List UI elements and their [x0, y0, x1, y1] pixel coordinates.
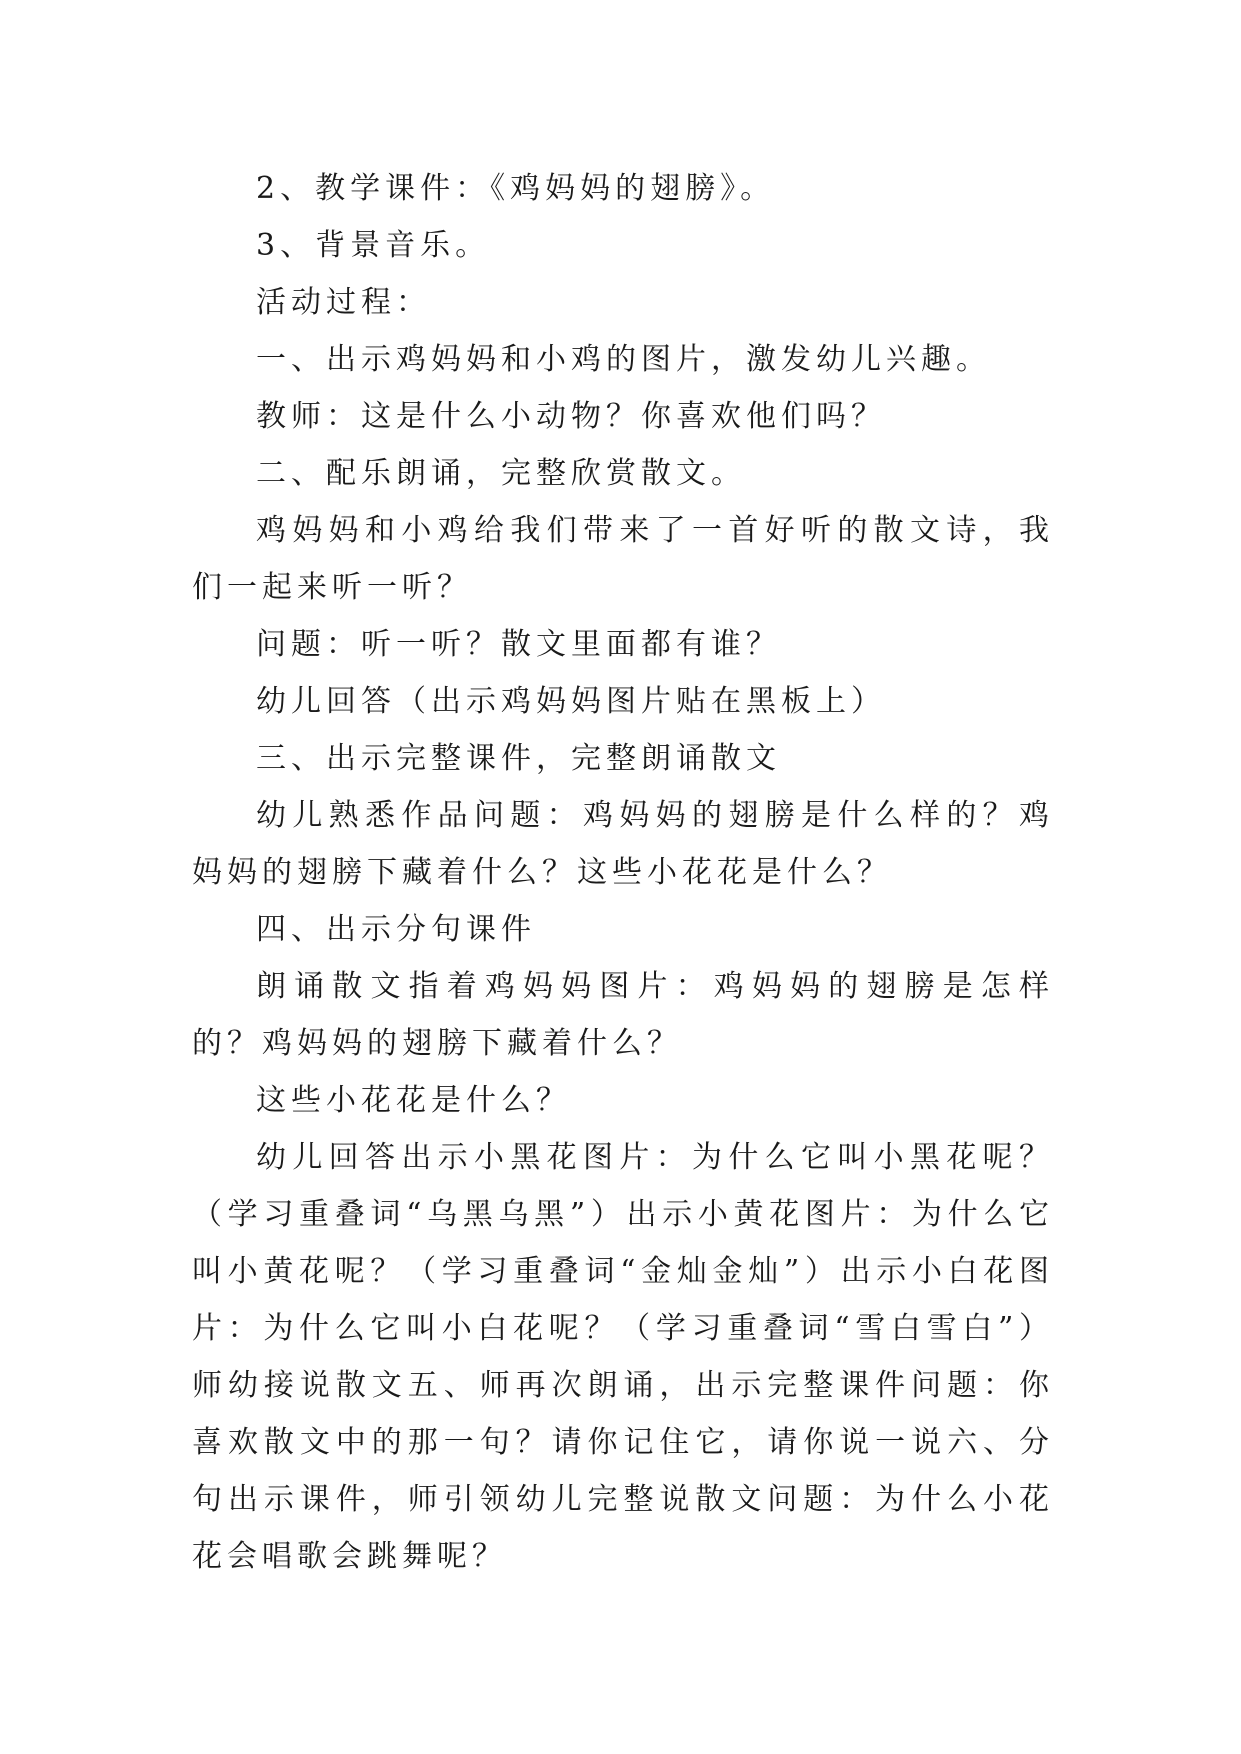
section-heading: 一、出示鸡妈妈和小鸡的图片，激发幼儿兴趣。 [256, 342, 991, 377]
paragraph: 幼儿回答（出示鸡妈妈图片贴在黑板上） [256, 684, 886, 719]
paragraph: 教师：这是什么小动物？你喜欢他们吗？ [256, 399, 886, 434]
section-heading: 二、配乐朗诵，完整欣赏散文。 [256, 456, 746, 491]
section-heading: 三、出示完整课件，完整朗诵散文 [256, 741, 781, 776]
paragraph: 问题：听一听？散文里面都有谁？ [256, 627, 781, 662]
section-heading: 四、出示分句课件 [256, 912, 536, 947]
paragraph: 鸡妈妈和小鸡给我们带来了一首好听的散文诗，我们一起来听一听？ [192, 513, 1054, 605]
paragraph: 幼儿熟悉作品问题：鸡妈妈的翅膀是什么样的？鸡妈妈的翅膀下藏着什么？这些小花花是什么？ [192, 798, 1054, 890]
paragraph: 这些小花花是什么？ [256, 1083, 571, 1118]
paragraph: 3、背景音乐。 [256, 228, 491, 263]
paragraph: 朗诵散文指着鸡妈妈图片：鸡妈妈的翅膀是怎样的？鸡妈妈的翅膀下藏着什么？ [192, 969, 1054, 1061]
document-body [192, 160, 1054, 1585]
paragraph: 2、教学课件：《鸡妈妈的翅膀》。 [256, 171, 776, 206]
paragraph: 幼儿回答出示小黑花图片：为什么它叫小黑花呢？（学习重叠词“乌黑乌黑”）出示小黄花图片：为什么它叫小黄花呢？（学习重叠词“金灿金灿”）出示小白花图片：为什么它叫小白花呢？（学习重叠词“雪白雪白”）师幼接说散文五、师再次朗诵，出示完整课件问题：你喜欢散文中的那一句？请你记住它，请你说一说六、分句出示课件，师引领幼儿完整说散文问题：为什么小花花会唱歌会跳舞呢？ [192, 1140, 1054, 1574]
section-heading: 活动过程： [256, 285, 431, 320]
